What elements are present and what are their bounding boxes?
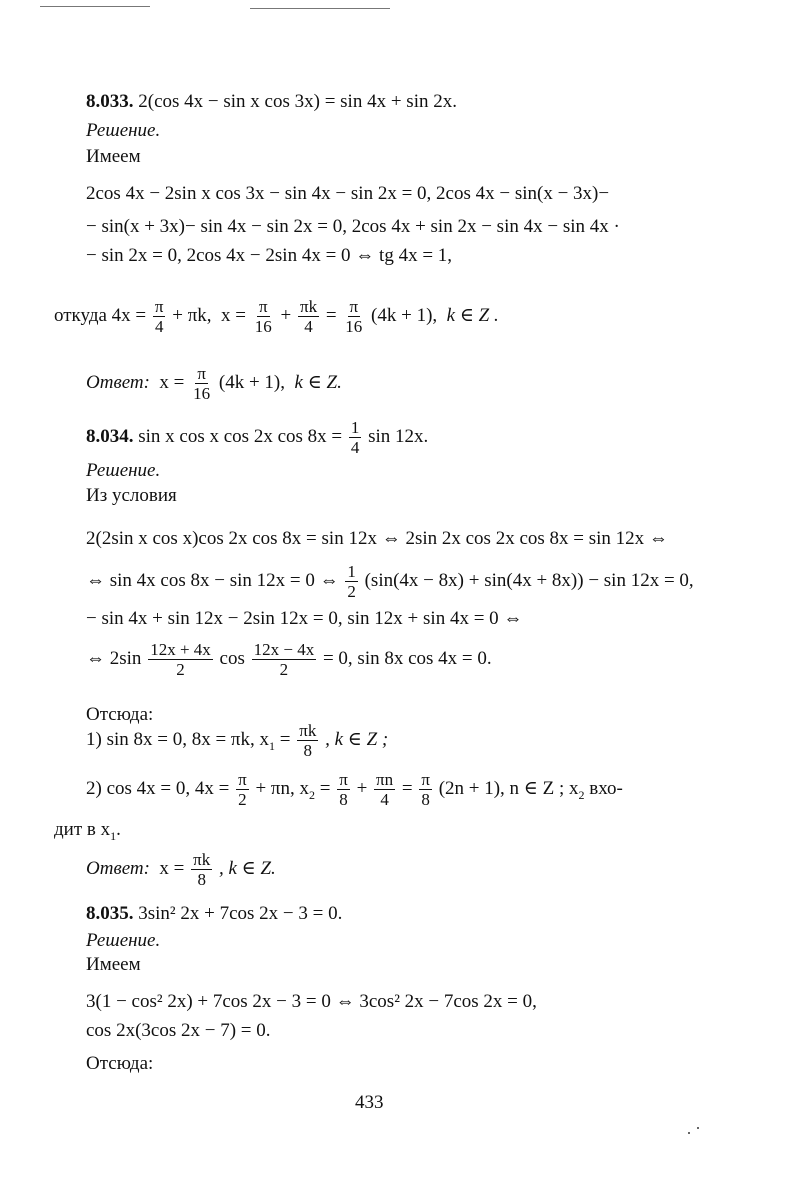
answer-line: Ответ: x = $\frac{\pi}{16}$ (4k + 1), k ∈ Z. bbox=[86, 364, 342, 404]
derivation-line: 2(2sin x cos x)cos 2x cos 8x = sin 12x ⇔ 2sin 2x cos 2x cos 8x = sin 12x ⇔ bbox=[86, 528, 668, 549]
fraction: $\frac{\pi}{16}$ bbox=[345, 297, 363, 337]
scan-line bbox=[40, 6, 150, 7]
text-have: Имеем bbox=[86, 146, 141, 167]
answer-label: Ответ: bbox=[86, 858, 150, 879]
derivation-line: − sin 4x + sin 12x − 2sin 12x = 0, sin 12x + sin 4x = 0 ⇔ bbox=[86, 608, 523, 629]
fraction: $\frac{\pi}{8}$ bbox=[339, 770, 348, 810]
problem-8035-statement: 8.035. 3sin² 2x + 7cos 2x − 3 = 0. bbox=[86, 903, 343, 924]
derivation-line: ⇔ sin 4x cos 8x − sin 12x = 0 ⇔ $\frac{1}{2}$ (sin(4x − 8x) + sin(4x + 8x)) − sin 12x = 0, bbox=[86, 562, 694, 602]
result-line: откуда 4x = $\frac{\pi}{4}$ + πk, x = $\frac{\pi}{16}$ + $\frac{\pi k}{4}$ = $\frac{\pi}{16}$ (4k + 1), k ∈ Z . bbox=[54, 297, 499, 337]
fraction: $\frac{\pi k}{8}$ bbox=[299, 721, 317, 761]
scan-speck bbox=[697, 1127, 699, 1129]
problem-equation: 2(cos 4x − sin x cos 3x) = sin 4x + sin 2x. bbox=[138, 91, 457, 112]
case-2-line: 2) cos 4x = 0, 4x = $\frac{\pi}{2}$ + πn, $x_2$ = $\frac{\pi}{8}$ + $\frac{\pi n}{4}$ = $\frac{\pi}{8}$ (2n + 1), n ∈ Z ; $x_2$ вхо- bbox=[86, 770, 623, 810]
scan-speck bbox=[688, 1132, 690, 1134]
fraction: $\frac{\pi}{8}$ bbox=[421, 770, 430, 810]
page-number: 433 bbox=[355, 1092, 384, 1113]
fraction: $\frac{\pi}{16}$ bbox=[254, 297, 272, 337]
solution-heading: Решение. bbox=[86, 460, 161, 481]
fraction: $\frac{\pi}{4}$ bbox=[154, 297, 164, 337]
fraction: $\frac{1}{4}$ bbox=[350, 418, 360, 458]
derivation-line: 2cos 4x − 2sin x cos 3x − sin 4x − sin 2x = 0, 2cos 4x − sin(x − 3x)− bbox=[86, 183, 610, 204]
problem-number: 8.035. bbox=[86, 903, 134, 924]
solution-heading: Решение. bbox=[86, 120, 161, 141]
fraction: $\frac{\pi k}{4}$ bbox=[299, 297, 318, 337]
scan-line bbox=[250, 8, 390, 9]
fraction: $\frac{1}{2}$ bbox=[347, 562, 356, 602]
derivation-line: − sin(x + 3x)− sin 4x − sin 2x = 0, 2cos 4x + sin 2x − sin 4x − sin 4x · bbox=[86, 216, 620, 237]
derivation-line: ⇔ 2sin $\frac{12x + 4x}{2}$ cos $\frac{12x - 4x}{2}$ = 0, sin 8x cos 4x = 0. bbox=[86, 640, 492, 680]
text-hence: Отсюда: bbox=[86, 1053, 154, 1074]
problem-number: 8.034. bbox=[86, 426, 134, 447]
fraction: $\frac{\pi}{16}$ bbox=[193, 364, 211, 404]
problem-number: 8.033. bbox=[86, 91, 134, 112]
problem-8034-statement: 8.034. sin x cos x cos 2x cos 8x = $\frac{1}{4}$ sin 12x. bbox=[86, 418, 429, 458]
text-condition: Из условия bbox=[86, 485, 177, 506]
answer-label: Ответ: bbox=[86, 372, 150, 393]
fraction: $\frac{\pi k}{8}$ bbox=[193, 850, 211, 890]
fraction: $\frac{12x + 4x}{2}$ bbox=[150, 640, 211, 680]
answer-line: Ответ: x = $\frac{\pi k}{8}$ , k ∈ Z. bbox=[86, 850, 276, 890]
case-1-line: 1) sin 8x = 0, 8x = πk, $x_1$ = $\frac{\pi k}{8}$ , k ∈ Z ; bbox=[86, 721, 389, 761]
text-hence: Отсюда: bbox=[86, 704, 154, 725]
derivation-line: − sin 2x = 0, 2cos 4x − 2sin 4x = 0 ⇔ tg 4x = 1, bbox=[86, 245, 453, 266]
fraction: $\frac{\pi}{2}$ bbox=[238, 770, 247, 810]
solution-heading: Решение. bbox=[86, 930, 161, 951]
derivation-line: cos 2x(3cos 2x − 7) = 0. bbox=[86, 1020, 271, 1041]
case-2-continuation: дит в $x_1$. bbox=[54, 819, 121, 843]
text-have: Имеем bbox=[86, 954, 141, 975]
fraction: $\frac{\pi n}{4}$ bbox=[376, 770, 394, 810]
fraction: $\frac{12x - 4x}{2}$ bbox=[253, 640, 315, 680]
problem-8033-statement bbox=[86, 90, 457, 114]
derivation-line: 3(1 − cos² 2x) + 7cos 2x − 3 = 0 ⇔ 3cos² 2x − 7cos 2x = 0, bbox=[86, 991, 537, 1012]
